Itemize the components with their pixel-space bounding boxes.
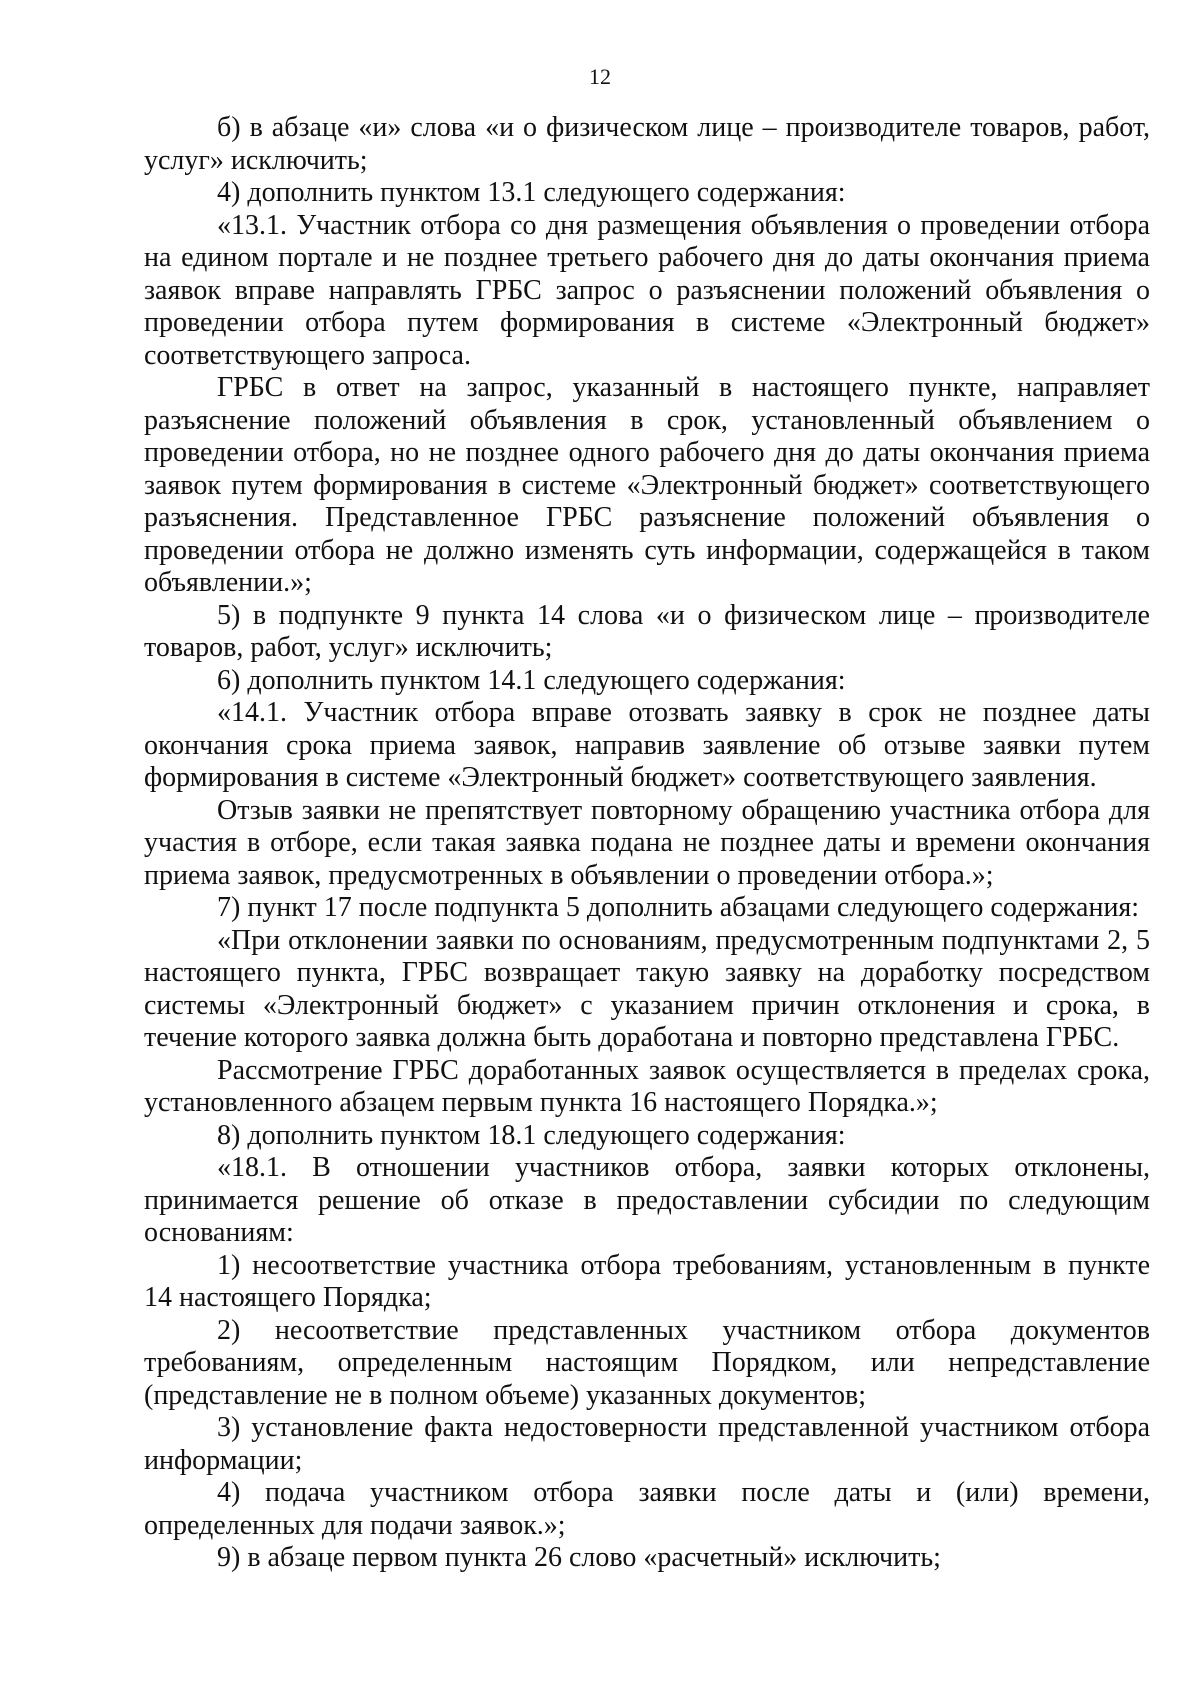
page-number: 12 bbox=[589, 64, 611, 89]
paragraph-18-1: «18.1. В отношении участников отбора, заявки которых отклонены, принимается решение об отказе в предоставлении субсидии по следующим основаниям: bbox=[144, 1152, 1150, 1248]
paragraph-17-rejection: «При отклонении заявки по основаниям, предусмотренным подпунктами 2, 5 настоящего пункта, ГРБС возвращает такую заявку на доработку посредством системы «Электронный бюджет» с указанием причин отклонения и срока, в течение которого заявка должна быть доработана и повторно представлена ГРБС. bbox=[144, 924, 1150, 1053]
paragraph-18-1-ground-2: 2) несоответствие представленных участником отбора документов требованиям, определенным настоящим Порядком, или непредставление (представление не в полном объеме) указанных документов; bbox=[144, 1314, 1150, 1411]
paragraph-14-1-withdrawal: Отзыв заявки не препятствует повторному обращению участника отбора для участия в отборе, если такая заявка подана не позднее даты и времени окончания приема заявок, предусмотренных в объявлении о проведении отбора.»; bbox=[144, 794, 1150, 891]
document-body bbox=[144, 112, 1150, 1575]
paragraph-item-5: 5) в подпункте 9 пункта 14 слова «и о физическом лице – производителе товаров, работ, услуг» исключить; bbox=[144, 599, 1150, 663]
paragraph-17-review: Рассмотрение ГРБС доработанных заявок осуществляется в пределах срока, установленного абзацем первым пункта 16 настоящего Порядка.»; bbox=[144, 1054, 1150, 1118]
paragraph-item-7: 7) пункт 17 после подпункта 5 дополнить абзацами следующего содержания: bbox=[217, 892, 1140, 923]
paragraph-13-1: «13.1. Участник отбора со дня размещения объявления о проведении отбора на едином портале и не позднее третьего рабочего дня до даты окончания приема заявок вправе направлять ГРБС запрос о разъяснении положений объявления о проведении отбора путем формирования в системе «Электронный бюджет» соответствующего запроса. bbox=[144, 209, 1150, 371]
paragraph-13-1-response: ГРБС в ответ на запрос, указанный в настоящего пункте, направляет разъяснение положений объявления в срок, установленный объявлением о проведении отбора, но не позднее одного рабочего дня до даты окончания приема заявок путем формирования в системе «Электронный бюджет» соответствующего разъяснения. Представленное ГРБС разъяснение положений объявления о проведении отбора не должно изменять суть информации, содержащейся в таком объявлении.»; bbox=[144, 372, 1150, 598]
paragraph-item-8: 8) дополнить пунктом 18.1 следующего содержания: bbox=[217, 1119, 846, 1151]
paragraph-14-1: «14.1. Участник отбора вправе отозвать заявку в срок не позднее даты окончания срока приема заявок, направив заявление об отзыве заявки путем формирования в системе «Электронный бюджет» соответствующего заявления. bbox=[144, 697, 1150, 793]
paragraph-18-1-ground-3: 3) установление факта недостоверности представленной участником отбора информации; bbox=[144, 1412, 1150, 1476]
paragraph-18-1-ground-1: 1) несоответствие участника отбора требованиям, установленным в пункте 14 настоящего Порядка; bbox=[144, 1249, 1150, 1313]
paragraph-item-9: 9) в абзаце первом пункта 26 слово «расчетный» исключить; bbox=[217, 1542, 941, 1573]
paragraph-b-abzats-i: б) в абзаце «и» слова «и о физическом лице – производителе товаров, работ, услуг» исключить; bbox=[144, 112, 1150, 176]
paragraph-item-4: 4) дополнить пунктом 13.1 следующего содержания: bbox=[217, 177, 846, 208]
paragraph-18-1-ground-4: 4) подача участником отбора заявки после даты и (или) времени, определенных для подачи заявок.»; bbox=[144, 1477, 1150, 1541]
paragraph-item-6: 6) дополнить пунктом 14.1 следующего содержания: bbox=[217, 664, 846, 696]
